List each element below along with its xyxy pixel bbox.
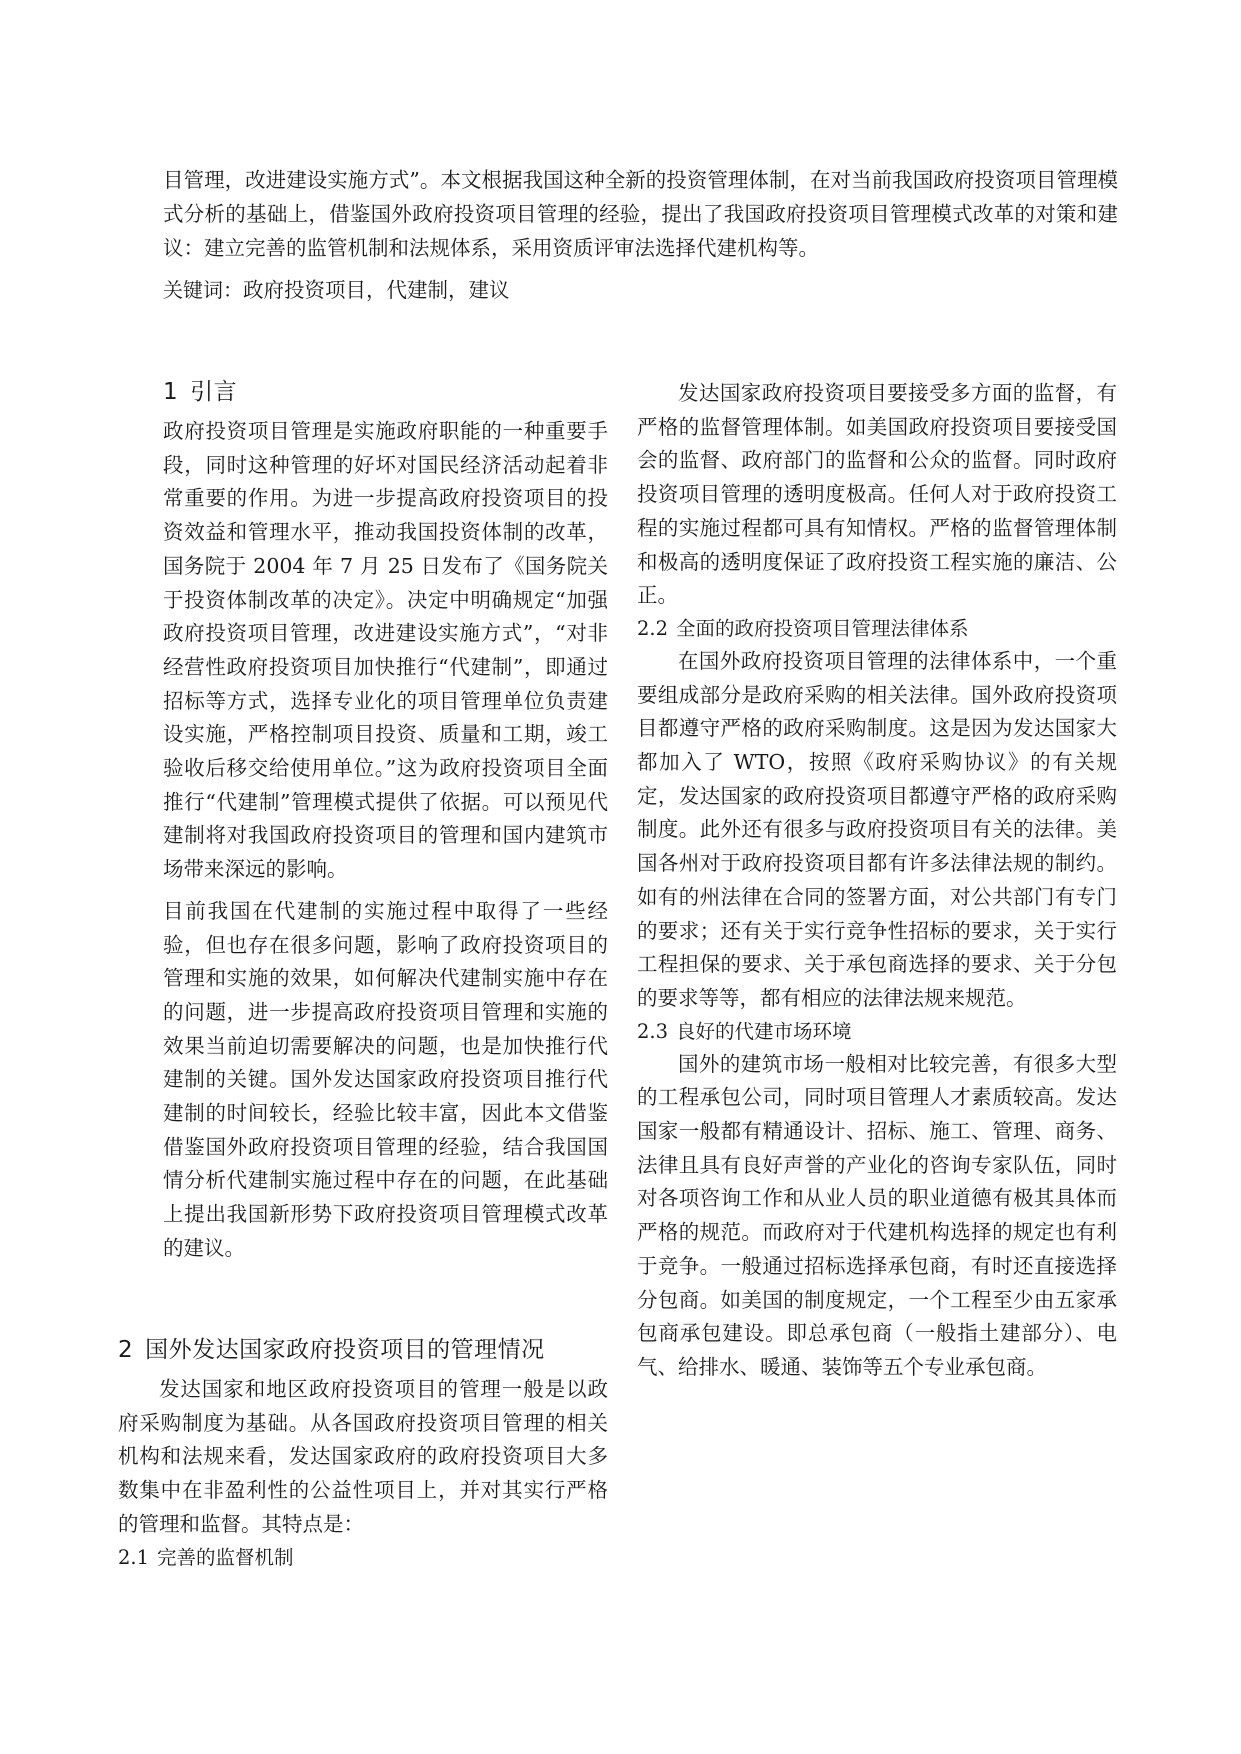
keywords-label: 关键词： (163, 278, 243, 302)
keywords-value: 政府投资项目，代建制，建议 (243, 278, 510, 302)
section-2-title: 国外发达国家政府投资项目的管理情况 (145, 1337, 545, 1363)
subsection-2-2-heading (637, 613, 1117, 645)
subsection-2-1-heading (118, 1542, 608, 1574)
section-1-paragraph-2: 目前我国在代建制的实施过程中取得了一些经验，但也存在很多问题，影响了政府投资项目的管理和实施的效果，如何解决代建制实施中存在的问题，进一步提高政府投资项目管理和实施的效果当前迫切需要解决的问题，也是加快推行代建制的关键。国外发达国家政府投资项目推行代建制的时间较长，经验比较丰富，因此本文借鉴借鉴国外政府投资项目管理的经验，结合我国国情分析代建制实施过程中存在的问题，在此基础上提出我国新形势下政府投资项目管理模式改革的建议。 (163, 898, 608, 1260)
left-column-section-2 (118, 1333, 608, 1574)
subsection-2-1-text: 发达国家政府投资项目要接受多方面的监督，有严格的监督管理体制。如美国政府投资项目要接受国会的监督、政府部门的监督和公众的监督。同时政府投资项目管理的透明度极高。任何人对于政府投资工程的实施过程都可具有知情权。严格的监督管理体制和极高的透明度保证了政府投资工程实施的廉洁、公正。 (637, 381, 1117, 608)
section-2-intro: 发达国家和地区政府投资项目的管理一般是以政府采购制度为基础。从各国政府投资项目管理的相关机构和法规来看，发达国家政府的政府投资项目大多数集中在非盈利性的公益性项目上，并对其实行严格的管理和监督。其特点是： (118, 1377, 608, 1536)
abstract-text: 目管理，改进建设实施方式”。本文根据我国这种全新的投资管理体制，在对当前我国政府投资项目管理模式分析的基础上，借鉴国外政府投资项目管理的经验，提出了我国政府投资项目管理模式改革的对策和建议：建立完善的监管机制和法规体系，采用资质评审法选择代建机构等。 (163, 168, 1118, 260)
subsection-2-2-number: 2.2 (637, 616, 669, 640)
section-1-number: 1 (163, 379, 179, 405)
keywords-line (163, 273, 1118, 307)
left-column-section-1 (163, 375, 608, 1266)
subsection-2-3-heading (637, 1016, 1117, 1048)
section-2-heading (118, 1333, 608, 1367)
subsection-2-3-number: 2.3 (637, 1019, 669, 1043)
subsection-2-2-text: 在国外政府投资项目管理的法律体系中，一个重要组成部分是政府采购的相关法律。国外政府投资项目都遵守严格的政府采购制度。这是因为发达国家大都加入了 WTO，按照《政府采购协议》的有关规定，发达国家的政府投资项目都遵守严格的政府采购制度。此外还有很多与政府投资项目有关的法律。美国各州对于政府投资项目都有许多法律法规的制约。如有的州法律在合同的签署方面，对公共部门有专门的要求；还有关于实行竞争性招标的要求，关于实行工程担保的要求、关于承包商选择的要求、关于分包的要求等等，都有相应的法律法规来规范。 (637, 648, 1117, 1010)
section-1-paragraph-1: 政府投资项目管理是实施政府职能的一种重要手段，同时这种管理的好坏对国民经济活动起着非常重要的作用。为进一步提高政府投资项目的投资效益和管理水平，推动我国投资体制的改革，国务院于 2004 年 7 月 25 日发布了《国务院关于投资体制改革的决定》。决定中明确规定“加强政府投资项目管理，改进建设实施方式”，“对非经营性政府投资项目加快推行“代建制”，即通过招标等方式，选择专业化的项目管理单位负责建设实施，严格控制项目投资、质量和工期，竣工验收后移交给使用单位。”这为政府投资项目全面推行“代建制”管理模式提供了依据。可以预见代建制将对我国政府投资项目的管理和国内建筑市场带来深远的影响。 (163, 419, 608, 882)
section-1-title: 引言 (190, 379, 238, 405)
subsection-2-3-text: 国外的建筑市场一般相对比较完善，有很多大型的工程承包公司，同时项目管理人才素质较高。发达国家一般都有精通设计、招标、施工、管理、商务、法律且具有良好声誉的产业化的咨询专家队伍，同时对各项咨询工作和从业人员的职业道德有极其具体而严格的规范。而政府对于代建机构选择的规定也有利于竞争。一般通过招标选择承包商，有时还直接选择分包商。如美国的制度规定，一个工程至少由五家承包商承包建设。即总承包商（一般指土建部分）、电气、给排水、暖通、装饰等五个专业承包商。 (637, 1051, 1117, 1379)
subsection-2-1-title: 完善的监督机制 (157, 1545, 294, 1569)
section-2-number: 2 (118, 1337, 134, 1363)
section-1-heading (163, 375, 608, 409)
right-column (637, 377, 1117, 1385)
abstract-block (163, 163, 1118, 307)
subsection-2-1-number: 2.1 (118, 1545, 150, 1569)
subsection-2-2-title: 全面的政府投资项目管理法律体系 (676, 616, 969, 640)
subsection-2-3-title: 良好的代建市场环境 (676, 1019, 852, 1043)
